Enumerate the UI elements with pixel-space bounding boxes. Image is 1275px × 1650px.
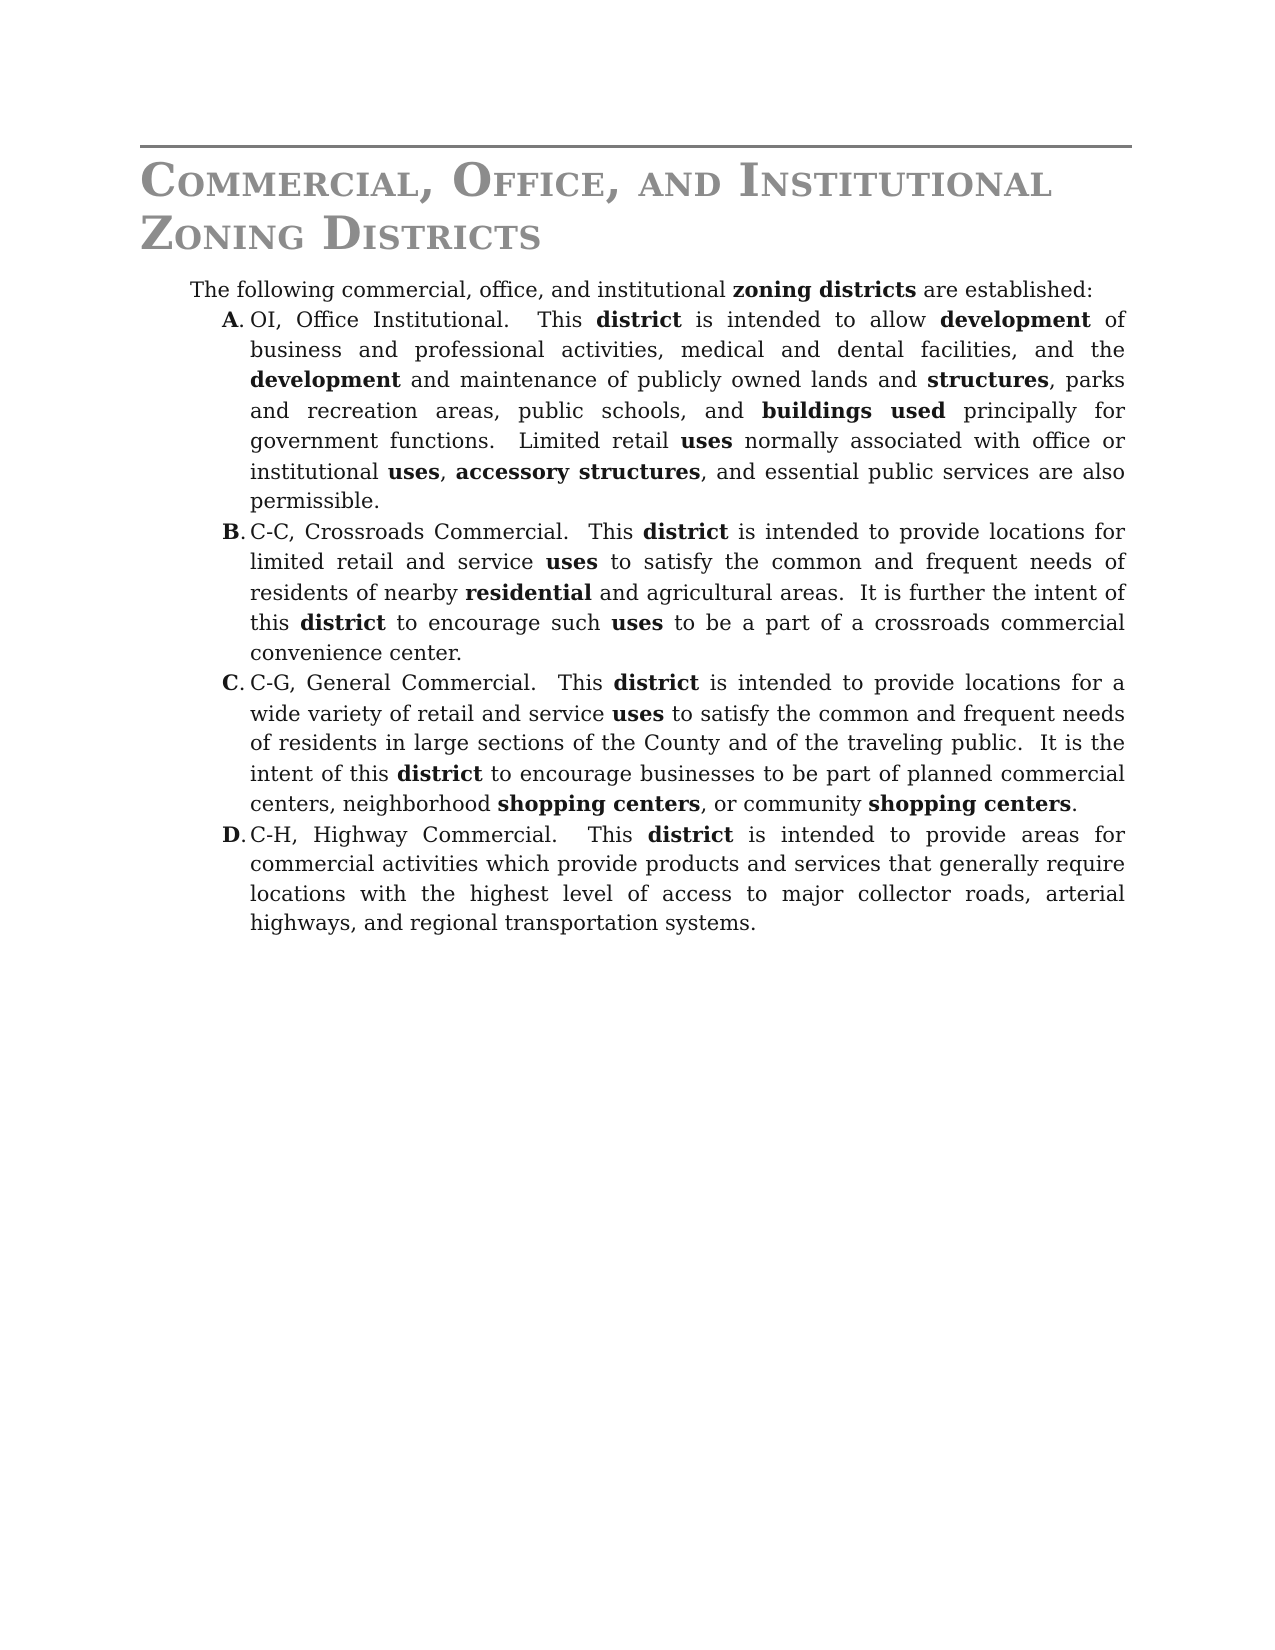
text-run: is intended to allow xyxy=(681,308,940,333)
text-run: to satisfy the common and frequent needs of residents of nearby xyxy=(250,550,1125,605)
text-run: . xyxy=(1071,792,1078,817)
text-run: to encourage such xyxy=(385,611,612,636)
text-run: , or community xyxy=(700,792,869,817)
header-rule xyxy=(140,145,1132,148)
emphasized-term: accessory structures xyxy=(455,458,701,484)
text-run: to be a part of a crossroads commercial convenience center. xyxy=(250,611,1125,665)
emphasized-term: development xyxy=(939,307,1091,333)
text-run: , parks and recreation areas, public schools, and xyxy=(250,368,1125,423)
text-run: C-C, Crossroads Commercial. This xyxy=(250,519,643,544)
emphasized-term: district xyxy=(647,821,734,847)
text-run: to encourage businesses to be part of planned commercial centers, neighborhood xyxy=(250,761,1125,817)
emphasized-term: uses xyxy=(612,700,665,726)
emphasized-term: uses xyxy=(680,428,733,454)
item-text xyxy=(250,671,1125,816)
text-run: , and essential public services are also permissible. xyxy=(250,459,1125,514)
district-list xyxy=(190,305,1125,939)
emphasized-term: uses xyxy=(611,610,664,636)
page-title xyxy=(140,154,1132,261)
emphasized-term: buildings used xyxy=(761,397,946,423)
item-letter-label: C. xyxy=(222,670,246,696)
item-text xyxy=(250,823,1125,936)
text-run: is intended to provide locations for a wide variety of retail and service xyxy=(250,671,1125,726)
item-letter-label: A. xyxy=(222,307,245,333)
document-body xyxy=(190,275,1125,939)
item-letter-label: B. xyxy=(222,518,247,544)
text-run: OI, Office Institutional. This xyxy=(250,308,597,333)
emphasized-term: shopping centers xyxy=(497,791,701,817)
intro-paragraph xyxy=(190,275,1125,306)
district-item-C xyxy=(190,668,1125,820)
emphasized-term: uses xyxy=(545,549,599,575)
emphasized-term: shopping centers xyxy=(868,791,1072,817)
district-item-D xyxy=(190,820,1125,939)
emphasized-term: district xyxy=(396,760,483,786)
emphasized-term: development xyxy=(250,367,401,393)
emphasized-term: district xyxy=(300,610,386,636)
text-run: The following commercial, office, and institutional xyxy=(190,277,733,302)
emphasized-term: district xyxy=(613,670,700,696)
page-title-line2: Zoning Districts xyxy=(140,206,542,261)
text-run: C-G, General Commercial. This xyxy=(250,671,614,696)
emphasized-term: district xyxy=(596,307,682,333)
text-run: C-H, Highway Commercial. This xyxy=(250,822,648,847)
item-text xyxy=(250,308,1125,513)
text-run: principally for government functions. Limited retail xyxy=(250,398,1125,454)
item-text xyxy=(250,520,1125,665)
document-page xyxy=(140,145,1132,939)
emphasized-term: uses xyxy=(387,458,440,484)
emphasized-term: residential xyxy=(465,579,593,605)
text-run: and agricultural areas. It is further the intent of this xyxy=(250,580,1125,636)
text-run: and maintenance of publicly owned lands and xyxy=(400,368,928,393)
text-run: is intended to provide locations for limited retail and service xyxy=(250,519,1125,575)
page-title-line1: Commercial, Office, and Institutional xyxy=(140,153,1053,207)
district-item-B xyxy=(190,517,1125,669)
text-run: is intended to provide areas for commercial activities which provide products and services that generally require locations with the highest level of access to major collector roads, arterial highways, and regional transportation systems. xyxy=(250,822,1125,936)
emphasized-term: structures xyxy=(927,367,1050,393)
text-run: of business and professional activities, medical and dental facilities, and the xyxy=(250,308,1125,362)
text-run: are established: xyxy=(916,277,1094,302)
text-run: normally associated with office or institutional xyxy=(250,429,1125,484)
emphasized-term: zoning districts xyxy=(732,276,917,302)
item-letter-label: D. xyxy=(222,821,247,847)
text-run: , xyxy=(439,459,456,484)
emphasized-term: district xyxy=(642,518,729,544)
district-item-A xyxy=(190,305,1125,517)
text-run: to satisfy the common and frequent needs of residents in large sections of the County and of the traveling public. It is the intent of this xyxy=(250,701,1125,786)
